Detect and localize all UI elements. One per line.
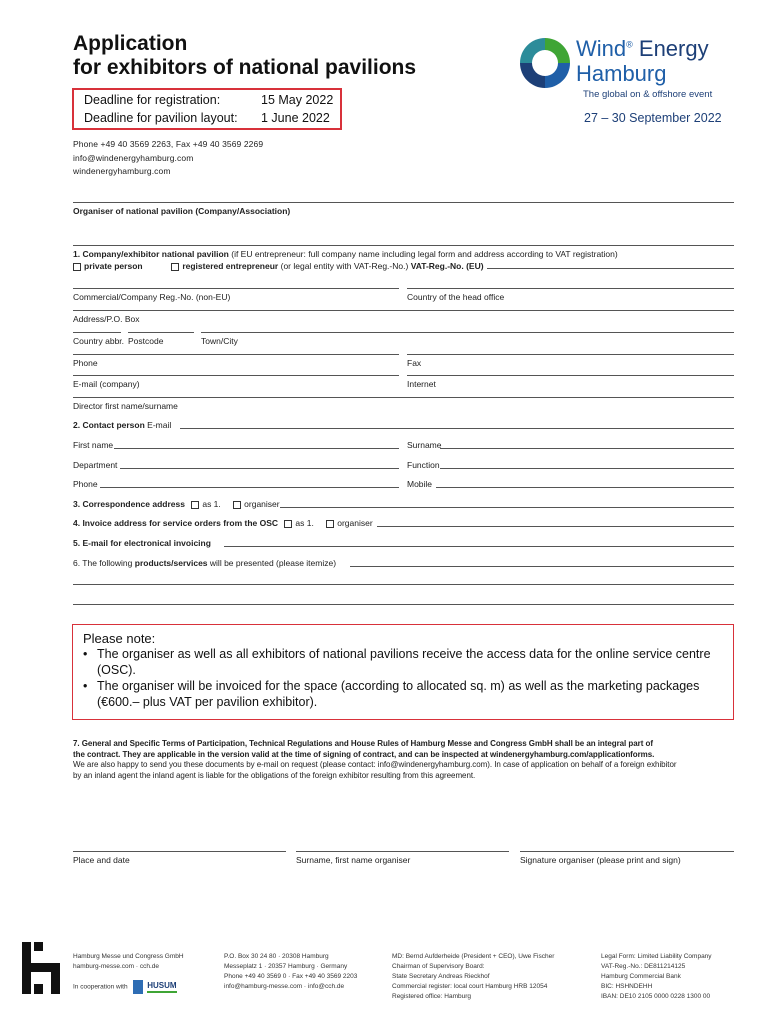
- footer-col-3: MD: Bernd Aufderheide (President + CEO), Uwe Fischer Chairman of Supervisory Board: State Secretary Andreas Rieckhof Commercial register: local court Hamburg HRB 12054 Registered office: Hamburg: [392, 953, 555, 1000]
- invoice-line[interactable]: [377, 526, 734, 527]
- internet-line[interactable]: [407, 375, 734, 376]
- department-label: Department: [73, 460, 118, 470]
- e-invoice-line[interactable]: [224, 546, 734, 547]
- department-line[interactable]: [120, 468, 399, 469]
- contact-website[interactable]: windenergyhamburg.com: [73, 166, 171, 176]
- postcode-line[interactable]: [128, 332, 194, 333]
- products-line-1[interactable]: [350, 566, 734, 567]
- section-3-heading: 3. Correspondence address as 1. organiser: [73, 499, 280, 509]
- fax-line[interactable]: [407, 354, 734, 355]
- deadline-layout: Deadline for pavilion layout: 1 June 2022: [84, 111, 330, 125]
- function-line[interactable]: [440, 468, 734, 469]
- address-line[interactable]: [73, 310, 734, 311]
- wind-energy-hamburg-logo: [516, 32, 736, 132]
- country-abbr-line[interactable]: [73, 332, 121, 333]
- section-6-heading: 6. The following products/services will be presented (please itemize): [73, 558, 337, 568]
- company-line[interactable]: [73, 245, 734, 246]
- signature-line[interactable]: [520, 851, 734, 852]
- invoice-organiser-checkbox[interactable]: [326, 520, 334, 528]
- entrepreneur-options: private person registered entrepreneur (or legal entity with VAT-Reg.-No.) VAT-Reg.-No. (EU): [73, 261, 484, 271]
- invoice-as1-checkbox[interactable]: [284, 520, 292, 528]
- email-company-line[interactable]: [73, 375, 399, 376]
- country-abbr-label: Country abbr.: [73, 336, 125, 346]
- note-item: • The organiser as well as all exhibitors of national pavilions receive the access data for the online service centre (OSC).: [83, 646, 723, 678]
- signature-organiser-label: Signature organiser (please print and sign): [520, 855, 681, 865]
- deadline-registration: Deadline for registration: 15 May 2022: [84, 93, 334, 107]
- terms-section: [73, 739, 738, 781]
- cooperation-logo-icon: [133, 980, 143, 994]
- terms-bold-2: the contract. They are applicable in the version valid at the time of signing of contract, and can be inspected at windenergyhamburg.com/applicationforms.: [73, 749, 655, 759]
- terms-normal-1: We are also happy to send you these documents by e-mail on request (please contact: info@windenergyhamburg.com). In case of application on behalf of a foreign exhibitor: [73, 760, 677, 769]
- phone-fax: Phone +49 40 3569 2263, Fax +49 40 3569 2269: [73, 139, 264, 149]
- contact-email[interactable]: info@windenergyhamburg.com: [73, 152, 194, 163]
- phone-label: Phone: [73, 358, 98, 368]
- organiser-label: Organiser of national pavilion (Company/Association): [73, 206, 291, 216]
- section-4-heading: 4. Invoice address for service orders from the OSC as 1. organiser: [73, 518, 373, 528]
- hamburg-messe-logo-icon: [22, 942, 60, 994]
- country-head-office-line[interactable]: [407, 288, 734, 289]
- registered-entrepreneur-checkbox[interactable]: [171, 263, 179, 271]
- title-line-1: Application: [73, 32, 188, 55]
- deadline-box: [72, 88, 342, 130]
- wind-logo-icon: [516, 34, 574, 92]
- correspondence-organiser-checkbox[interactable]: [233, 501, 241, 509]
- vat-line[interactable]: [487, 268, 734, 269]
- brand-line-2: Hamburg: [576, 61, 667, 86]
- address-label: Address/P.O. Box: [73, 314, 140, 324]
- surname-organiser-line[interactable]: [296, 851, 509, 852]
- director-line[interactable]: [73, 397, 734, 398]
- section-1-heading: 1. Company/exhibitor national pavilion (if EU entrepreneur: full company name including legal form and address according to VAT registration): [73, 249, 618, 259]
- town-line[interactable]: [201, 332, 734, 333]
- private-person-checkbox[interactable]: [73, 263, 81, 271]
- surname-line[interactable]: [440, 448, 734, 449]
- title-line-2: for exhibitors of national pavilions: [73, 56, 417, 79]
- contact-info: [73, 138, 263, 179]
- section-5-heading: 5. E-mail for electronical invoicing: [73, 538, 211, 548]
- brand-tagline: The global on & offshore event: [583, 89, 713, 100]
- director-label: Director first name/surname: [73, 401, 178, 411]
- surname-label: Surname: [407, 440, 442, 450]
- correspondence-as1-checkbox[interactable]: [191, 501, 199, 509]
- email-company-label: E-mail (company): [73, 379, 140, 389]
- products-line-2[interactable]: [73, 584, 734, 585]
- function-label: Function: [407, 460, 440, 470]
- husum-logo: HUSUM: [147, 981, 176, 993]
- phone-line[interactable]: [73, 354, 399, 355]
- note-title: Please note:: [83, 631, 156, 646]
- mobile-line[interactable]: [436, 487, 734, 488]
- commercial-reg-label: Commercial/Company Reg.-No. (non-EU): [73, 292, 231, 302]
- contact-phone-label: Phone: [73, 479, 98, 489]
- surname-organiser-label: Surname, first name organiser: [296, 855, 411, 865]
- first-name-line[interactable]: [114, 448, 399, 449]
- town-label: Town/City: [201, 336, 238, 346]
- mobile-label: Mobile: [407, 479, 433, 489]
- products-line-3[interactable]: [73, 604, 734, 605]
- section-2-heading: 2. Contact person E-mail: [73, 420, 172, 430]
- terms-bold-1: 7. General and Specific Terms of Participation, Technical Regulations and House Rules of Hamburg Messe and Congress GmbH shall be an integral part of: [73, 739, 653, 748]
- organiser-line[interactable]: [73, 202, 734, 203]
- commercial-reg-line[interactable]: [73, 288, 399, 289]
- page-title: [73, 32, 416, 80]
- place-date-line[interactable]: [73, 851, 286, 852]
- brand-line-1: Wind® Energy: [576, 36, 709, 61]
- internet-label: Internet: [407, 379, 436, 389]
- contact-phone-line[interactable]: [100, 487, 399, 488]
- footer-col-4: Legal Form: Limited Liability Company VAT-Reg.-No.: DE811214125 Hamburg Commercial Bank BIC: HSHNDEHH IBAN: DE10 2105 0000 0228 1300 00: [601, 953, 712, 1000]
- correspondence-line[interactable]: [280, 507, 734, 508]
- postcode-label: Postcode: [128, 336, 164, 346]
- terms-normal-2: by an inland agent the inland agent is liable for the obligations of the foreign exhibitor resulting from this agreement.: [73, 770, 476, 780]
- fax-label: Fax: [407, 358, 422, 368]
- footer-col-1: Hamburg Messe und Congress GmbH hamburg-messe.com · cch.de In cooperation with HUSUM: [73, 952, 184, 994]
- place-date-label: Place and date: [73, 855, 130, 865]
- country-head-office-label: Country of the head office: [407, 292, 505, 302]
- contact-email-line[interactable]: [180, 428, 734, 429]
- footer-col-2: P.O. Box 30 24 80 · 20308 Hamburg Messeplatz 1 · 20357 Hamburg · Germany Phone +49 40 3569 0 · Fax +49 40 3569 2203 info@hamburg-messe.com · info@cch.de: [224, 953, 358, 990]
- event-dates: 27 – 30 September 2022: [584, 111, 722, 125]
- first-name-label: First name: [73, 440, 114, 450]
- please-note-box: [72, 624, 734, 720]
- note-item: • The organiser will be invoiced for the space (according to allocated sq. m) as well as the marketing packages (€600.– plus VAT per pavilion exhibitor).: [83, 678, 723, 710]
